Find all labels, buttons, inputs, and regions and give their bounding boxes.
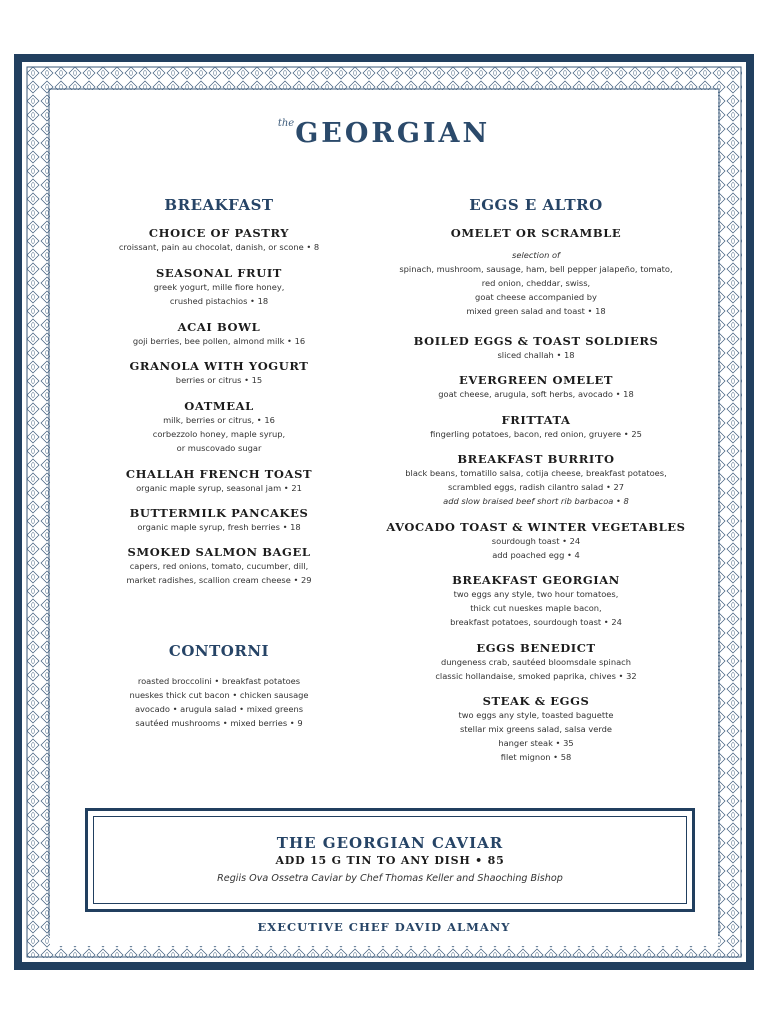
- menu-item: BREAKFAST BURRITO black beans, tomatillo salsa, cotija cheese, breakfast potatoes, scrambled eggs, radish cilantro salad • 27 add slow braised beef short rib barbacoa • 8: [405, 452, 667, 506]
- menu-item: SMOKED SALMON BAGEL capers, red onions, tomato, cucumber, dill, market radishes, scallion cream cheese • 29: [126, 545, 312, 585]
- menu-item: CHALLAH FRENCH TOAST organic maple syrup, seasonal jam • 21: [125, 467, 313, 493]
- menu-item: BREAKFAST GEORGIAN two eggs any style, two hour tomatoes, thick cut nueskes maple bacon, breakfast potatoes, sourdough toast • 24: [450, 573, 622, 627]
- menu-item: CHOICE OF PASTRY croissant, pain au chocolat, danish, or scone • 8: [118, 226, 320, 252]
- menu-item: STEAK & EGGS two eggs any style, toasted baguette stellar mix greens salad, salsa verde hanger steak • 35 filet mignon • 58: [458, 694, 614, 762]
- menu-item: ACAI BOWL goji berries, bee pollen, almond milk • 16: [132, 320, 306, 346]
- menu-item: AVOCADO TOAST & WINTER VEGETABLES sourdough toast • 24 add poached egg • 4: [386, 520, 686, 560]
- menu-item: GRANOLA WITH YOGURT berries or citrus • 15: [129, 359, 309, 385]
- menu-item: EGGS BENEDICT dungeness crab, sautéed bloomsdale spinach classic hollandaise, smoked paprika, chives • 32: [435, 641, 637, 681]
- caviar-title: THE GEORGIAN CAVIAR: [276, 834, 504, 852]
- menu-item: BUTTERMILK PANCAKES organic maple syrup, fresh berries • 18: [129, 506, 309, 532]
- caviar-box: [85, 808, 695, 912]
- executive-chef: EXECUTIVE CHEF DAVID ALMANY: [257, 920, 511, 934]
- breakfast-section: [98, 196, 340, 214]
- eggs-title: EGGS E ALTRO: [469, 196, 603, 214]
- menu-item: SEASONAL FRUIT greek yogurt, mille fiore honey, crushed pistachios • 18: [153, 266, 285, 306]
- menu-item: FRITTATA fingerling potatoes, bacon, red onion, gruyere • 25: [430, 413, 642, 439]
- georgian-logo: $^{the}$GEORGIAN: [277, 118, 491, 149]
- breakfast-title: BREAKFAST: [164, 196, 274, 214]
- caviar-subtitle: ADD 15 G TIN TO ANY DISH • 85: [275, 854, 505, 867]
- menu-content: [50, 90, 718, 946]
- contorni-title: CONTORNI: [168, 642, 270, 660]
- menu-item: EVERGREEN OMELET goat cheese, arugula, soft herbs, avocado • 18: [438, 373, 634, 399]
- menu-item: OMELET OR SCRAMBLE selection of spinach, mushroom, sausage, ham, bell pepper jalapeño, tomato, red onion, cheddar, swiss, goat cheese accompanied by mixed green salad and toast • 18: [399, 226, 673, 316]
- eggs-section: [380, 196, 692, 214]
- contorni-section: CONTORNI roasted broccolini • breakfast potatoes nueskes thick cut bacon • chicken sausage avocado • arugula salad • mixed greens sautéed mushrooms • mixed berries • 9: [98, 642, 340, 730]
- caviar-note: Regiis Ova Ossetra Caviar by Chef Thomas Keller and Shaoching Bishop: [217, 873, 563, 884]
- menu-item: OATMEAL milk, berries or citrus, • 16 corbezzolo honey, maple syrup, or muscovado sugar: [152, 399, 286, 453]
- menu-item: BOILED EGGS & TOAST SOLDIERS sliced challah • 18: [413, 334, 659, 360]
